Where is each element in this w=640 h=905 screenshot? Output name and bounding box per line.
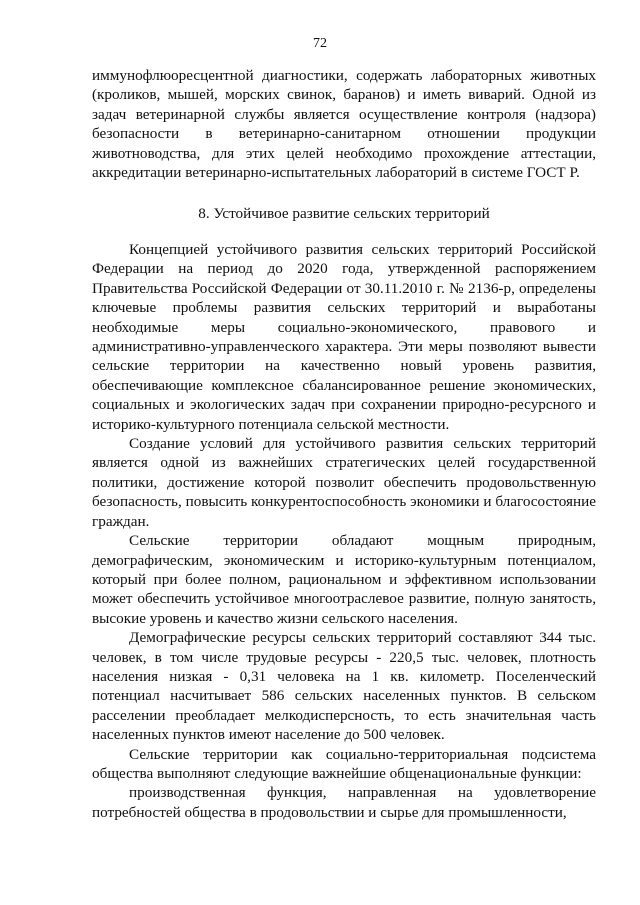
section-body [92, 240, 596, 822]
intro-paragraph: иммунофлюоресцентной диагностики, содержать лабораторных животных (кроликов, мышей, морских свинок, баранов) и иметь виварий. Одной из задач ветеринарной службы является осуществление контроля (надзора) безопасности в ветеринарно-санитарном отношении продукции животноводства, для этих целей необходимо прохождение аттестации, аккредитации ветеринарно-испытательных лабораторий в системе ГОСТ Р. [92, 67, 596, 182]
paragraph-concept: Концепцией устойчивого развития сельских территорий Российской Федерации на период до 2020 года, утвержденной распоряжением Правительства Российской Федерации от 30.11.2010 г. № 2136-р, определены ключевые проблемы развития сельских территорий и выработаны необходимые меры социально-экономического, правового и административно-управленческого характера. Эти меры позволяют вывести сельские территории на качественно новый уровень развития, обеспечивающие комплексное сбалансированное решение экономических, социальных и экологических задач при сохранении природно-ресурсного и историко-культурного потенциала сельской местности. [92, 241, 596, 433]
paragraph-production-function: производственная функция, направленная на удовлетворение потребностей общества в продовольствии и сырье для промышленности, [92, 784, 596, 821]
paragraph-demographics: Демографические ресурсы сельских территорий составляют 344 тыс. человек, в том числе трудовые ресурсы - 220,5 тыс. человек, плотность населения низкая - 0,31 человека на 1 кв. километр. Поселенческий потенциал насчитывает 586 сельских населенных пунктов. В сельском расселении преобладает мелкодисперсность, то есть значительная часть населенных пунктов имеют население до 500 человек. [92, 629, 596, 744]
section-heading: 8. Устойчивое развитие сельских территорий [198, 205, 490, 222]
intro-text-block [92, 66, 596, 182]
paragraph-conditions: Создание условий для устойчивого развития сельских территорий является одной из важнейших стратегических целей государственной политики, достижение которой позволит обеспечить продовольственную безопасность, повысить конкурентоспособность экономики и благосостояние граждан. [92, 435, 596, 530]
paragraph-potential: Сельские территории обладают мощным природным, демографическим, экономическим и историко-культурным потенциалом, который при более полном, рациональном и эффективном использовании может обеспечить устойчивое многоотраслевое развитие, полную занятость, высокие уровень и качество жизни сельского населения. [92, 532, 596, 627]
page-number: 72 [313, 36, 327, 51]
paragraph-functions: Сельские территории как социально-территориальная подсистема общества выполняют следующие важнейшие общенациональные функции: [92, 745, 596, 782]
